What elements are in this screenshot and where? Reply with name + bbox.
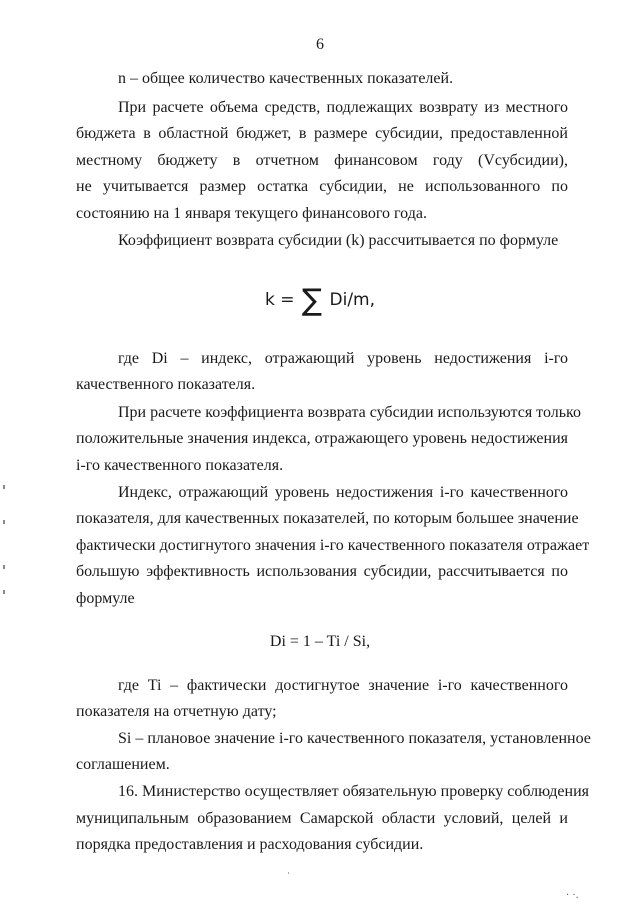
paragraph-line: Si – плановое значение i-го качественного показателя, установленное xyxy=(118,730,591,747)
paragraph-line: 16. Министерство осуществляет обязательную проверку соблюдения xyxy=(118,783,589,800)
margin-tick xyxy=(3,590,5,594)
paragraph-line: i-го качественного показателя. xyxy=(76,457,284,474)
scan-mark: ˙ xyxy=(286,872,291,883)
paragraph-line: соглашением. xyxy=(76,756,170,773)
formula-di: Di = 1 – Ti / Si, xyxy=(269,633,371,650)
sigma-symbol: ∑ xyxy=(301,283,323,318)
paragraph-line: качественного показателя. xyxy=(76,376,256,393)
paragraph-line: При расчете объема средств, подлежащих возврату из местного xyxy=(118,99,568,116)
paragraph-line: формуле xyxy=(76,590,135,607)
paragraph-line: положительные значения индекса, отражающего уровень недостижения xyxy=(76,430,568,447)
scan-mark: · ·. xyxy=(566,890,579,901)
paragraph-line: состоянию на 1 января текущего финансового года. xyxy=(76,205,427,222)
formula-k xyxy=(0,283,640,318)
margin-tick xyxy=(3,520,5,524)
margin-tick xyxy=(3,485,5,489)
page-number: 6 xyxy=(316,36,324,53)
formula-k-lhs: k = xyxy=(264,290,295,310)
paragraph-line: бюджета в областной бюджет, в размере субсидии, предоставленной xyxy=(76,125,568,142)
paragraph-line: порядка предоставления и расходования субсидии. xyxy=(76,836,424,853)
paragraph-line: не учитывается размер остатка субсидии, не использованного по xyxy=(76,178,568,195)
paragraph-line: фактически достигнутого значения i-го качественного показателя отражает xyxy=(76,537,590,554)
paragraph-line: большую эффективность использования субсидии, рассчитывается по xyxy=(76,563,568,580)
paragraph-line: где Ti – фактически достигнутое значение i-го качественного xyxy=(118,677,568,694)
paragraph-line: Индекс, отражающий уровень недостижения i-го качественного xyxy=(118,484,568,501)
paragraph-line: показателя, для качественных показателей, по которым большее значение xyxy=(76,510,579,527)
paragraph-line: При расчете коэффициента возврата субсидии используются только xyxy=(118,404,581,421)
margin-tick xyxy=(3,565,5,569)
paragraph-line: n – общее количество качественных показателей. xyxy=(118,70,454,87)
paragraph-line: Коэффициент возврата субсидии (k) рассчитывается по формуле xyxy=(118,232,559,249)
paragraph-line: где Di – индекс, отражающий уровень недостижения i-го xyxy=(118,350,568,367)
formula-k-rhs: Di/m, xyxy=(329,290,376,310)
paragraph-line: местному бюджету в отчетном финансовом году (Vсубсидии), xyxy=(76,152,568,169)
paragraph-line: показателя на отчетную дату; xyxy=(76,703,277,720)
paragraph-line: муниципальным образованием Самарской области условий, целей и xyxy=(76,810,568,827)
